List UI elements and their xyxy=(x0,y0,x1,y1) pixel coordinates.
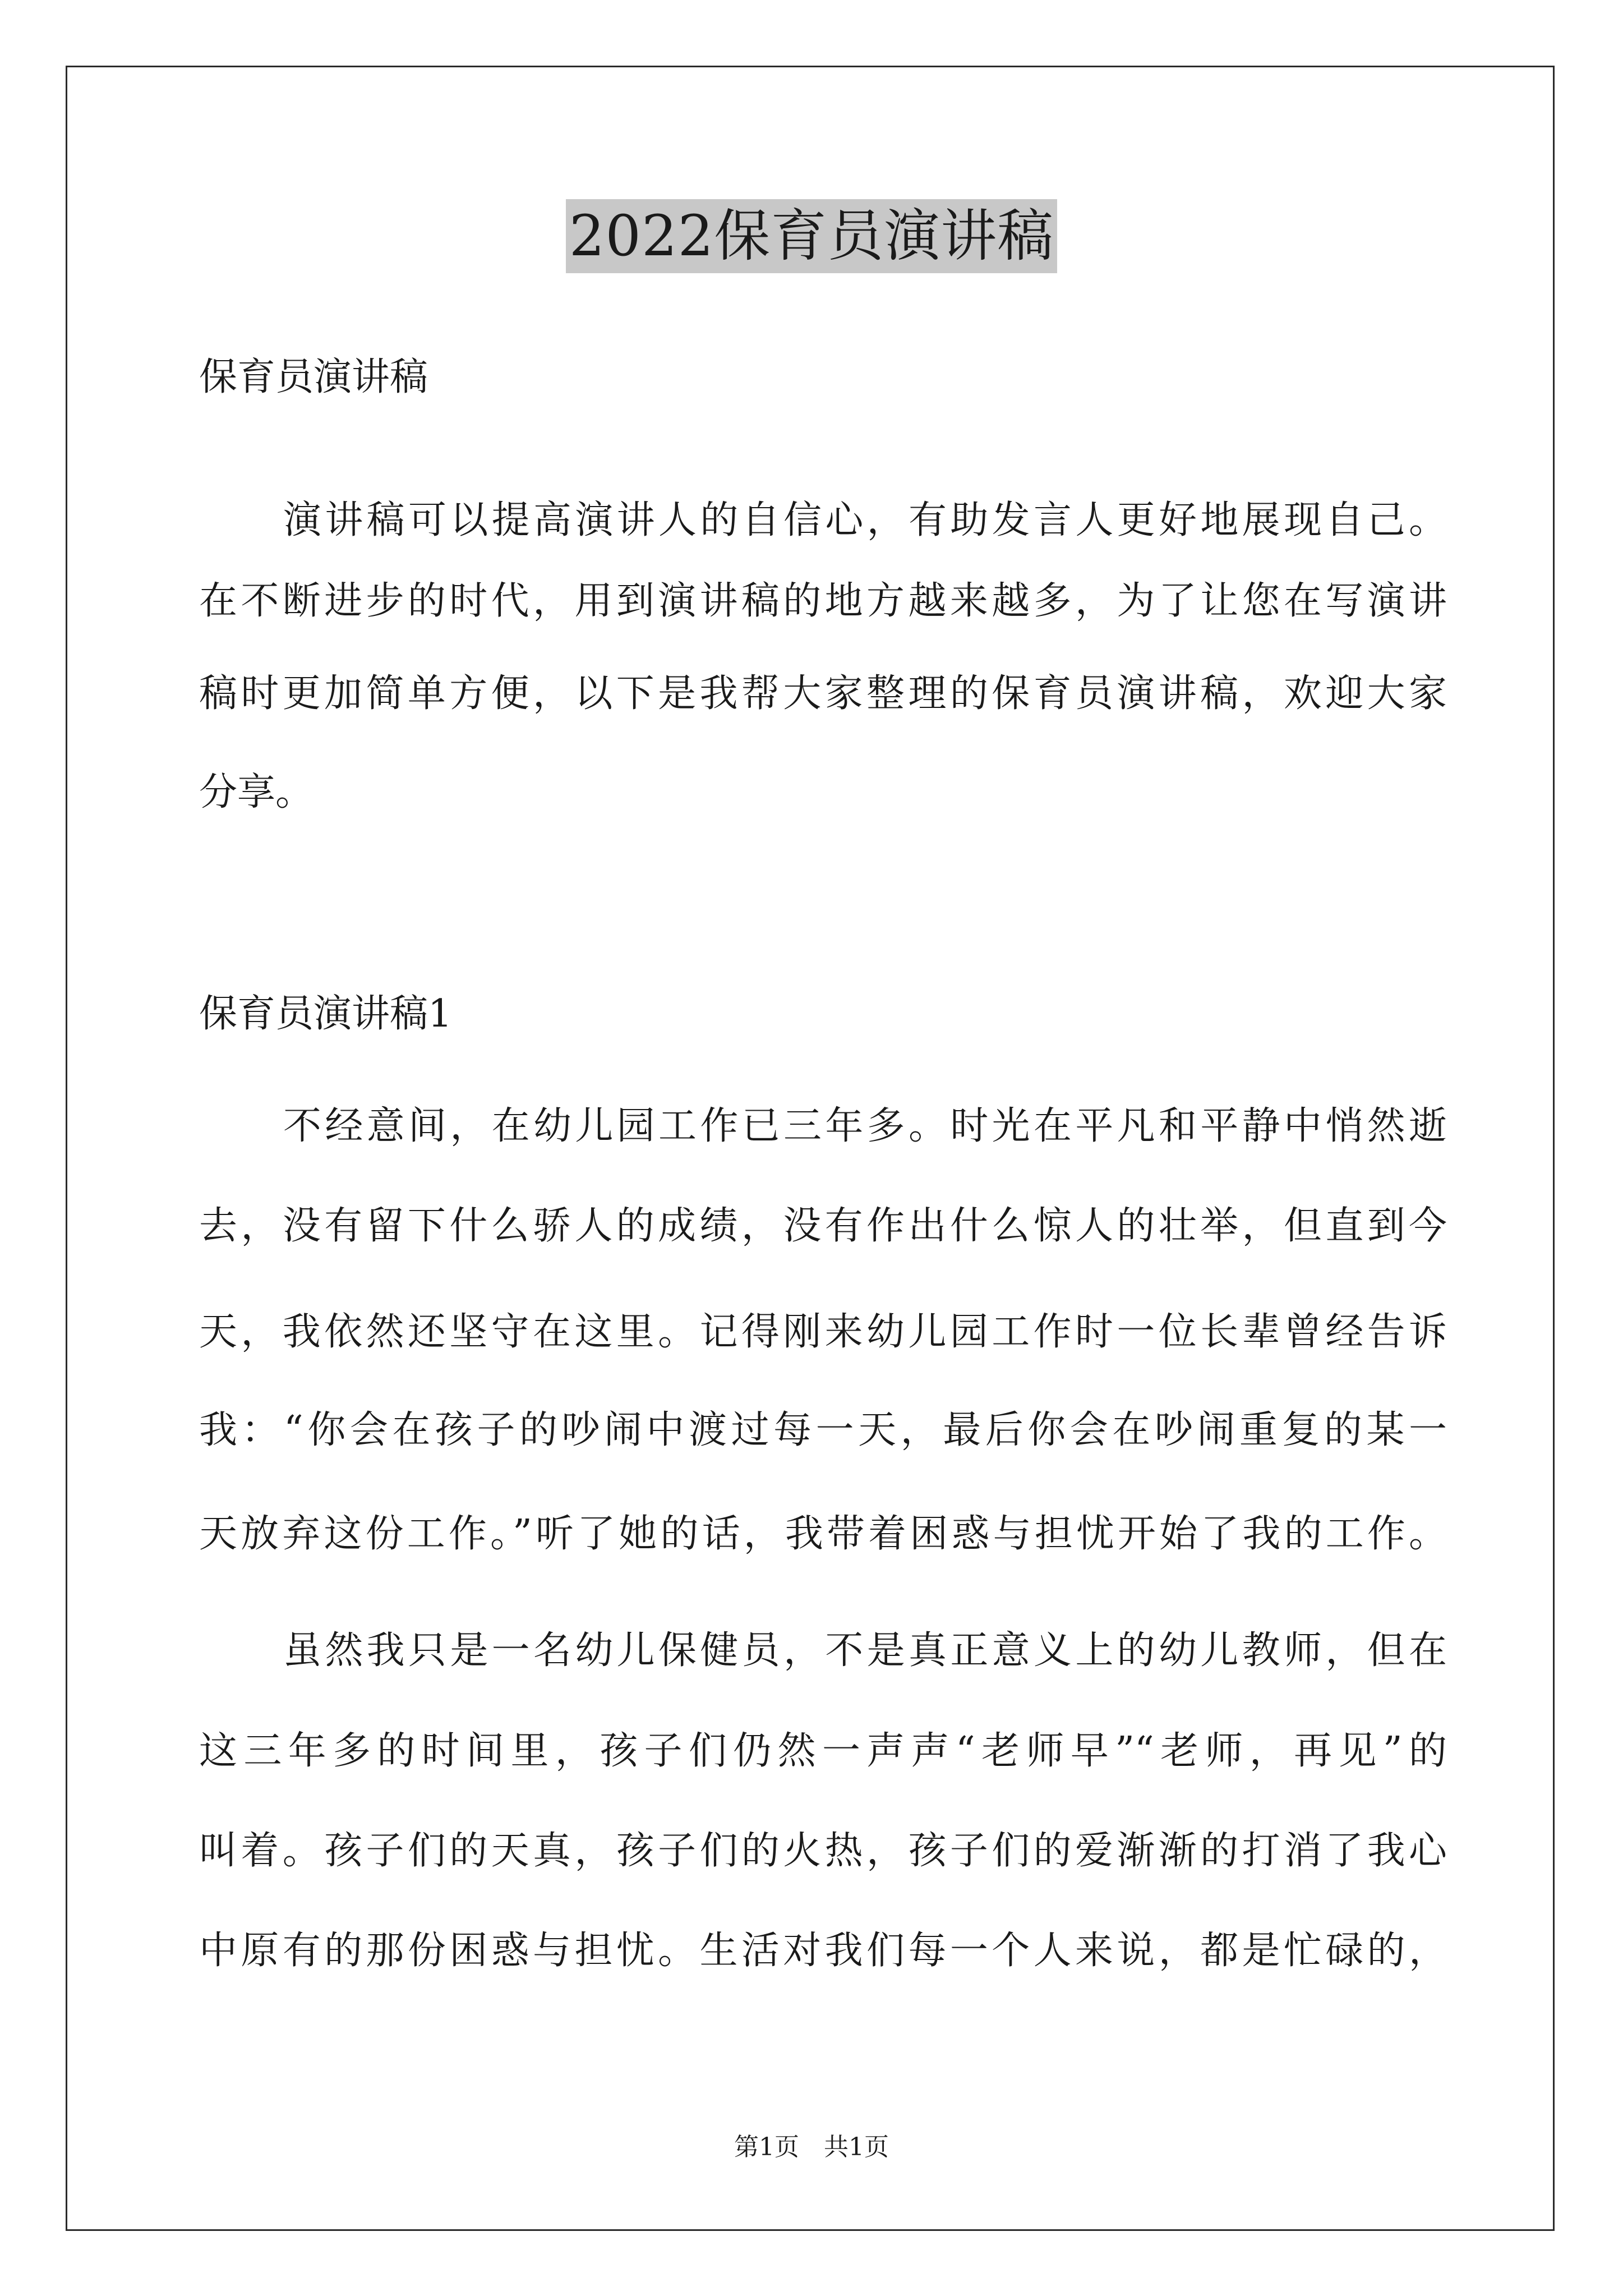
section-heading: 保育员演讲稿1 xyxy=(199,992,453,1036)
subtitle: 保育员演讲稿 xyxy=(199,355,428,399)
page-footer: 第1页 共1页 xyxy=(734,2133,889,2161)
intro-line-3: 稿时更加简单方便，以下是我帮大家整理的保育员演讲稿，欢迎大家 xyxy=(199,671,1447,716)
para2-line-2: 这三年多的时间里，孩子们仍然一声声“老师早”“老师，再见”的 xyxy=(199,1729,1447,1773)
para1-line-1: 不经意间，在幼儿园工作已三年多。时光在平凡和平静中悄然逝 xyxy=(283,1104,1447,1148)
para1-line-4: 我：“你会在孩子的吵闹中渡过每一天，最后你会在吵闹重复的某一 xyxy=(199,1408,1447,1452)
document-title: 2022保育员演讲稿 xyxy=(566,199,1058,273)
para2-line-3: 叫着。孩子们的天真，孩子们的火热，孩子们的爱渐渐的打消了我心 xyxy=(199,1829,1447,1873)
para2-line-4: 中原有的那份困惑与担忧。生活对我们每一个人来说，都是忙碌的， xyxy=(199,1929,1447,1973)
intro-line-1: 演讲稿可以提高演讲人的自信心，有助发言人更好地展现自己。 xyxy=(283,498,1447,542)
para1-line-3: 天，我依然还坚守在这里。记得刚来幼儿园工作时一位长辈曾经告诉 xyxy=(199,1310,1447,1354)
intro-line-2: 在不断进步的时代，用到演讲稿的地方越来越多，为了让您在写演讲 xyxy=(199,579,1447,623)
intro-line-4: 分享。 xyxy=(199,770,314,815)
para1-line-2: 去，没有留下什么骄人的成绩，没有作出什么惊人的壮举，但直到今 xyxy=(199,1204,1447,1248)
title-container xyxy=(0,199,1623,273)
para1-line-5: 天放弃这份工作。”听了她的话，我带着困惑与担忧开始了我的工作。 xyxy=(199,1512,1447,1556)
para2-line-1: 虽然我只是一名幼儿保健员，不是真正意义上的幼儿教师，但在 xyxy=(283,1628,1447,1673)
